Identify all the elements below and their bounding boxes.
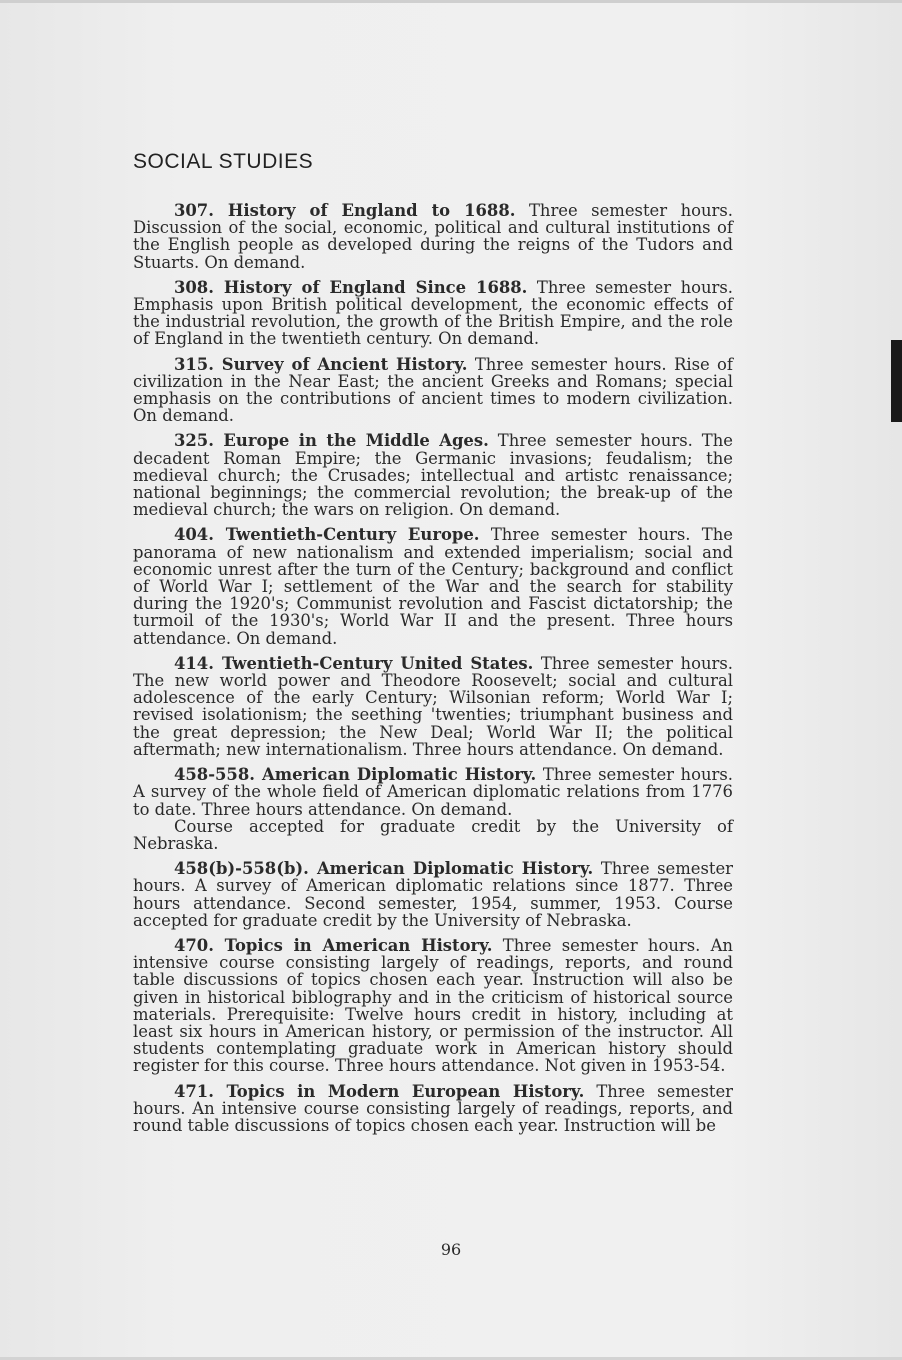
course-description: Three semester hours. Discussion of the social, economic, political and cultural institutions of the English people as developed during the reigns of the Tudors and Stuarts. On demand. (133, 201, 734, 272)
course-heading: 414. Twentieth-Century United States. (174, 653, 534, 673)
course-heading: 308. History of England Since 1688. (174, 277, 528, 297)
course-heading: 458(b)-558(b). American Diplomatic History. (174, 859, 594, 879)
course-470 (133, 937, 733, 1075)
course-471 (133, 1083, 733, 1135)
course-307 (133, 202, 733, 271)
course-description: Three semester hours. Rise of civilization in the Near East; the ancient Greeks and Romans; special emphasis on the contributions of ancient times to modern civilization. On demand. (133, 354, 733, 426)
course-description: Three semester hours. The new world power and Theodore Roosevelt; social and cultural adolescence of the early Century; Wilsonian reform; World War I; revised isolationism; the seething 'twenties; triumphant business and the great depression; the New Deal; World War II; the political aftermath; new internationalism. Three hours attendance. On demand. (133, 653, 733, 759)
course-description: Three semester hours. Emphasis upon British political development, the economic effects of the industrial revolution, the growth of the British Empire, and the role of England in the twentieth century. On demand. (133, 277, 734, 349)
course-listing (133, 202, 733, 1142)
course-458-note: Course accepted for graduate credit by the University of Nebraska. (133, 816, 733, 853)
course-325 (133, 432, 733, 518)
scan-edge-mark (891, 340, 902, 422)
course-description: Three semester hours. An intensive course consisting largely of readings, reports, and round table discussions of topics chosen each year. Instruction will be (133, 1081, 734, 1135)
course-heading: 458-558. American Diplomatic History. (174, 765, 537, 785)
page-number: 96 (440, 1240, 462, 1259)
course-heading: 307. History of England to 1688. (174, 201, 516, 220)
section-title: SOCIAL STUDIES (133, 150, 314, 173)
course-heading: 470. Topics in American History. (174, 935, 493, 955)
course-heading: 404. Twentieth-Century Europe. (174, 525, 480, 545)
course-description: Three semester hours. A survey of American diplomatic relations since 1877. Three hours attendance. Second semester, 1954, summer, 1953. Course accepted for graduate credit by the University of Nebraska. (133, 859, 734, 930)
course-heading: 315. Survey of Ancient History. (174, 354, 468, 374)
course-458b-558b (133, 860, 733, 929)
course-315 (133, 356, 733, 425)
course-description: Three semester hours. The panorama of new nationalism and extended imperialism; social and economic unrest after the turn of the Century; background and conflict of World War I; settlement of the War and the search for stability during the 1920's; Communist revolution and Fascist dictatorship; the turmoil of the 1930's; World War II and the present. Three hours attendance. On demand. (133, 525, 733, 648)
course-404 (133, 526, 733, 646)
course-458-558 (133, 766, 733, 818)
course-description: Three semester hours. A survey of the whole field of American diplomatic relations from 1776 to date. Three hours attendance. On demand. (133, 765, 733, 819)
course-description: Three semester hours. The decadent Roman Empire; the Germanic invasions; feudalism; the medieval church; the Crusades; intellectual and artistc renaissance; national beginnings; the commercial revolution; the break-up of the medieval church; the wars on religion. On demand. (133, 431, 733, 520)
course-description: Three semester hours. An intensive course consisting largely of readings, reports, and round table discussions of topics chosen each year. Instruction will also be given in historical biblography and in the criticism of historical source materials. Prerequisite: Twelve hours credit in history, including at least six hours in American history, or permission of the instructor. All students contemplating graduate work in American history should register for this course. Three hours attendance. Not given in 1953-54. (133, 935, 733, 1076)
course-heading: 325. Europe in the Middle Ages. (174, 431, 489, 451)
page-top-edge (0, 0, 902, 3)
course-308 (133, 279, 733, 348)
course-heading: 471. Topics in Modern European History. (174, 1081, 585, 1101)
course-414 (133, 655, 733, 758)
